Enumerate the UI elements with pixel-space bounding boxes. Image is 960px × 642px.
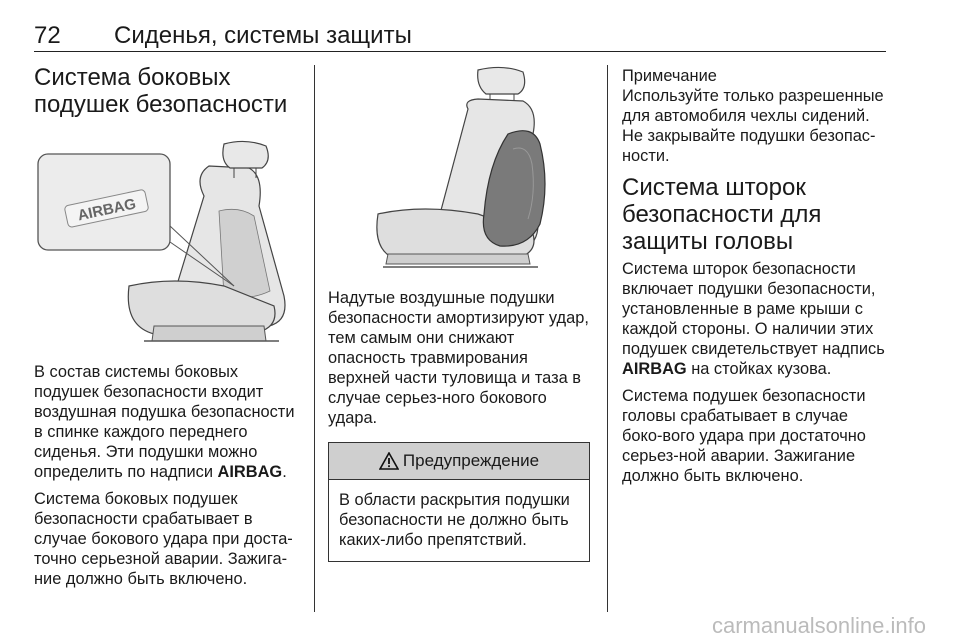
curtain-airbag-word: AIRBAG xyxy=(622,360,687,378)
airbag-effect-paragraph: Надутые воздушные подушки безопасности амортизируют удар, тем самым они снижают опасность травмирования верхней части туловища и таза в случае серьез-ного бокового удара. xyxy=(328,289,589,427)
seat-illustration-svg xyxy=(34,136,298,350)
warning-text: В области раскрытия подушки безопасности не должно быть каких-либо препятствий. xyxy=(339,491,570,549)
warning-title: Предупреждение xyxy=(402,451,540,470)
deployed-airbag-svg xyxy=(328,64,592,274)
airbag-label-text: AIRBAG xyxy=(76,195,138,225)
seat-airbag-label-illustration xyxy=(34,136,298,350)
section-heading-side-airbags: Система боковых подушек безопасности xyxy=(34,64,288,118)
airbag-word: AIRBAG xyxy=(217,463,283,481)
note-title: Примечание xyxy=(622,67,717,85)
warning-box xyxy=(328,442,590,562)
seat-airbag-deployed-illustration xyxy=(328,64,592,274)
side-airbags-paragraph-2: Система боковых подушек безопасности срабатывает в случае бокового удара при доста-точно серьезной аварии. Зажига-ние должно быть включено. xyxy=(34,490,293,588)
para1-end: . xyxy=(282,463,287,481)
side-airbags-paragraph-1 xyxy=(34,362,298,482)
curtain-para1-text: Система шторок безопасности включает подушки безопасности, установленные в раме крыши с каждой стороны. О наличии этих подушек свидетельствует надпись xyxy=(622,260,885,358)
column-curtain-airbags xyxy=(622,64,888,486)
page-header xyxy=(34,20,886,54)
curtain-airbags-paragraph-1 xyxy=(622,259,888,379)
footer-watermark: carmanualsonline.info xyxy=(711,613,926,638)
column-divider-right xyxy=(607,65,608,612)
chapter-title: Сиденья, системы защиты xyxy=(114,22,412,49)
column-side-airbags xyxy=(34,64,298,589)
para1-text: В состав системы боковых подушек безопасности входит воздушная подушка безопасности в спинке каждого переднего сиденья. Эти подушки можно определить по надписи xyxy=(34,363,295,481)
page-number: 72 xyxy=(34,22,61,49)
section-heading-curtain-airbags: Система шторок безопасности для защиты головы xyxy=(622,174,822,255)
curtain-airbags-paragraph-2: Система подушек безопасности головы срабатывает в случае боко-вого удара при достаточно серьез-ной аварии. Зажигание должно быть включено. xyxy=(622,387,866,485)
column-side-airbag-effect xyxy=(328,64,592,562)
header-rule xyxy=(34,51,886,52)
column-divider-left xyxy=(314,65,315,612)
warning-body xyxy=(329,480,589,561)
warning-triangle-icon xyxy=(379,452,399,470)
note-text: Используйте только разрешенные для автомобиля чехлы сидений. Не закрывайте подушки безопас-ности. xyxy=(622,87,884,165)
curtain-para1-end: на стойках кузова. xyxy=(686,360,832,378)
warning-header xyxy=(329,443,589,480)
